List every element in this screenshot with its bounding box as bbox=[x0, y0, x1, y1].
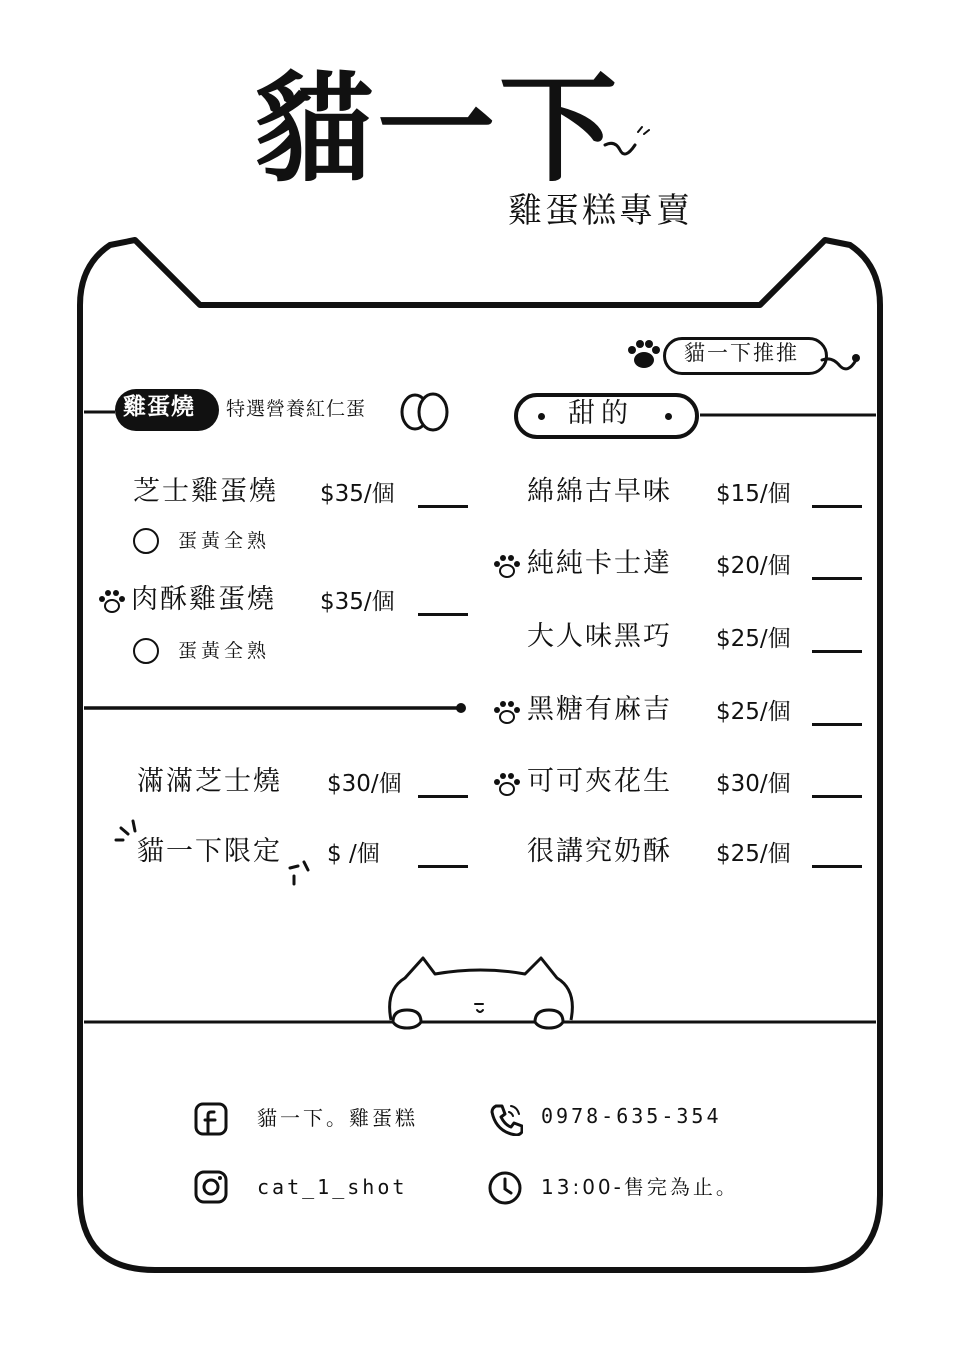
opening-hours: 13:00-售完為止。 bbox=[541, 1175, 739, 1199]
yolk-option-label: 蛋黃全熟 bbox=[178, 530, 271, 552]
phone-number[interactable]: 0978-635-354 bbox=[541, 1104, 722, 1128]
quantity-blank[interactable] bbox=[812, 723, 862, 726]
yolk-option-radio[interactable] bbox=[133, 638, 159, 664]
paw-icon bbox=[96, 588, 128, 616]
menu-item-name: 大人味黑巧 bbox=[527, 621, 672, 652]
quantity-blank[interactable] bbox=[812, 795, 862, 798]
egg-section-label: 雞蛋燒 bbox=[123, 394, 195, 420]
recommend-badge-label: 貓一下推推 bbox=[684, 341, 799, 365]
menu-item-price: $30/個 bbox=[327, 771, 402, 797]
sparkle-icon bbox=[286, 860, 316, 888]
egg-section-description: 特選營養紅仁蛋 bbox=[226, 398, 367, 420]
instagram-icon[interactable] bbox=[194, 1170, 228, 1204]
quantity-blank[interactable] bbox=[812, 650, 862, 653]
menu-item-name: 很講究奶酥 bbox=[527, 836, 672, 867]
dot-left bbox=[538, 413, 545, 420]
menu-item-price: $20/個 bbox=[716, 553, 791, 579]
menu-item-price: $15/個 bbox=[716, 481, 791, 507]
brand-subtitle: 雞蛋糕專賣 bbox=[508, 191, 693, 231]
menu-item-name: 黑糖有麻吉 bbox=[527, 694, 672, 725]
paw-icon bbox=[622, 336, 666, 374]
menu-item-price: $25/個 bbox=[716, 841, 791, 867]
yolk-option-radio[interactable] bbox=[133, 528, 159, 554]
quantity-blank[interactable] bbox=[418, 795, 468, 798]
menu-item-price: $30/個 bbox=[716, 771, 791, 797]
menu-item-price: $35/個 bbox=[320, 481, 395, 507]
sweet-section-label: 甜的 bbox=[568, 398, 634, 429]
peeking-cat-illustration bbox=[383, 952, 579, 1046]
quantity-blank[interactable] bbox=[418, 505, 468, 508]
paw-icon bbox=[491, 771, 523, 799]
menu-item-name: 滿滿芝士燒 bbox=[137, 766, 282, 797]
menu-item-price: $35/個 bbox=[320, 589, 395, 615]
menu-item-name: 可可夾花生 bbox=[527, 766, 672, 797]
menu-item-name: 肉酥雞蛋燒 bbox=[131, 584, 276, 615]
facebook-page-name[interactable]: 貓一下。雞蛋糕 bbox=[257, 1106, 418, 1130]
quantity-blank[interactable] bbox=[418, 613, 468, 616]
quantity-blank[interactable] bbox=[812, 865, 862, 868]
quantity-blank[interactable] bbox=[418, 865, 468, 868]
menu-item-name: 貓一下限定 bbox=[137, 836, 282, 867]
facebook-icon[interactable] bbox=[194, 1102, 228, 1136]
tail-icon bbox=[818, 338, 868, 374]
instagram-handle[interactable]: cat_1_shot bbox=[257, 1175, 408, 1199]
clock-icon bbox=[487, 1170, 523, 1206]
yolk-option-label: 蛋黃全熟 bbox=[178, 640, 271, 662]
phone-icon[interactable] bbox=[487, 1100, 523, 1136]
menu-item-name: 綿綿古早味 bbox=[527, 476, 672, 507]
menu-item-name: 純純卡士達 bbox=[527, 548, 672, 579]
quantity-blank[interactable] bbox=[812, 505, 862, 508]
dot-right bbox=[665, 413, 672, 420]
paw-icon bbox=[491, 553, 523, 581]
menu-item-price: $25/個 bbox=[716, 626, 791, 652]
menu-item-price: $ /個 bbox=[327, 841, 380, 867]
paw-icon bbox=[491, 699, 523, 727]
quantity-blank[interactable] bbox=[812, 577, 862, 580]
brand-title: 貓一下 bbox=[255, 60, 622, 198]
menu-item-name: 芝士雞蛋燒 bbox=[133, 476, 278, 507]
egg-icon bbox=[395, 388, 455, 434]
menu-item-price: $25/個 bbox=[716, 699, 791, 725]
